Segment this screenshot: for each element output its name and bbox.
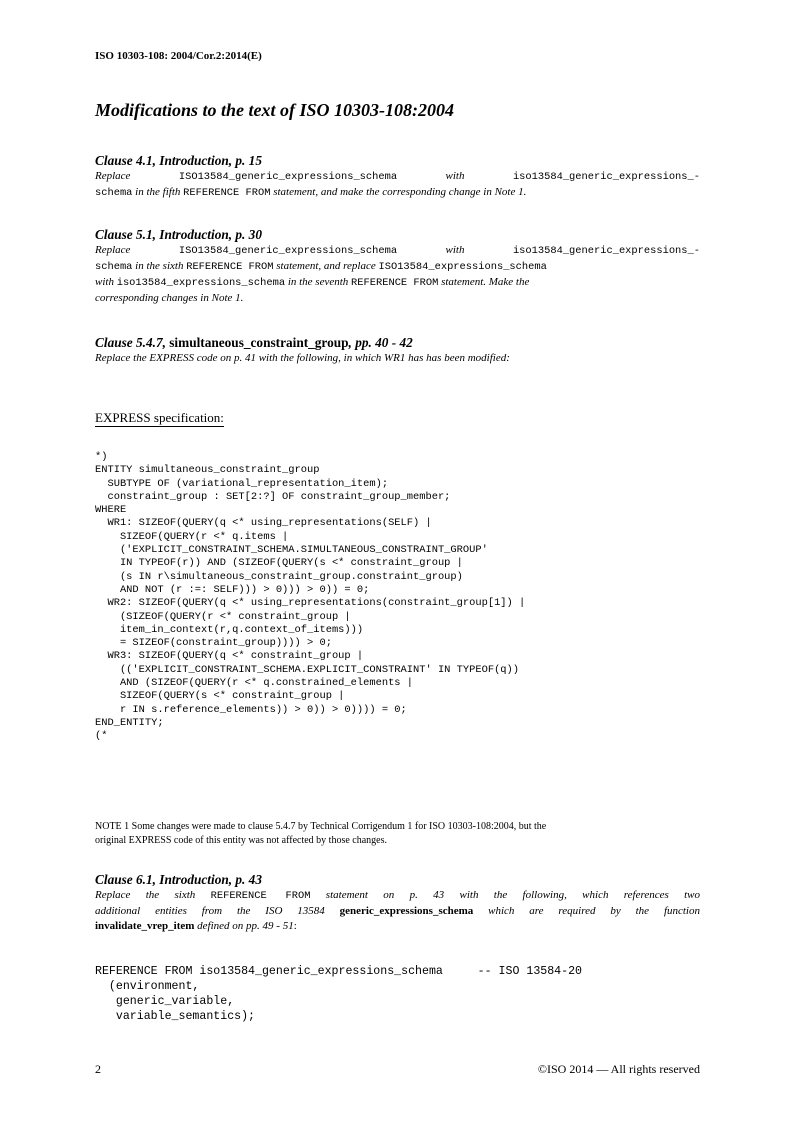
clause-6-1-line-2: additional entities from the ISO 13584 generic_expressions_schema which are required by the function [95, 905, 700, 917]
express-specification-label: EXPRESS specification: [95, 410, 224, 425]
clause-6-1-line-3: invalidate_vrep_item defined on pp. 49 - 51: [95, 920, 297, 932]
clause-5-4-7-heading: Clause 5.4.7, simultaneous_constraint_group, pp. 40 - 42 [95, 335, 413, 350]
note-1 [95, 820, 700, 848]
clause-6-1-section [95, 872, 700, 934]
clause-6-1-heading: Clause 6.1, Introduction, p. 43 [95, 872, 262, 887]
clause-4-1-line-1: Replace ISO13584_generic_expressions_schema with iso13584_generic_expressions_- [95, 170, 700, 183]
clause-4-1-section [95, 153, 700, 201]
clause-6-1-line-1: Replace the sixth REFERENCE FROM statement on p. 43 with the following, which references two [95, 889, 700, 902]
clause-4-1-heading: Clause 4.1, Introduction, p. 15 [95, 153, 262, 168]
clause-5-1-line-3: with iso13584_expressions_schema in the seventh REFERENCE FROM statement. Make the [95, 276, 530, 289]
clause-5-1-line-1: Replace ISO13584_generic_expressions_schema with iso13584_generic_expressions_- [95, 244, 700, 257]
clause-5-1-line-2: schema in the sixth REFERENCE FROM statement, and replace ISO13584_expressions_schema [95, 260, 547, 273]
clause-5-1-line-4: corresponding changes in Note 1. [95, 292, 244, 304]
clause-5-4-7-section [95, 335, 700, 366]
reference-from-code-block: REFERENCE FROM iso13584_generic_expressions_schema -- ISO 13584-20 (environment, generic_variable, variable_semantics); [95, 965, 583, 1023]
clause-4-1-line-2: schema in the fifth REFERENCE FROM statement, and make the corresponding change in Note 1. [95, 186, 527, 199]
clause-5-1-heading: Clause 5.1, Introduction, p. 30 [95, 227, 262, 242]
clause-5-1-section [95, 227, 700, 306]
express-code-block: *) ENTITY simultaneous_constraint_group SUBTYPE OF (variational_representation_item); constraint_group : SET[2:?] OF constraint_group_member; WHERE WR1: SIZEOF(QUERY(q <* using_representations(SELF) | SIZEOF(QUERY(r <* q.items | ('EXPLICIT_CONSTRAINT_SCHEMA.SIMULTANEOUS_CONSTRAINT_GROUP' IN TYPEOF(r)) AND (SIZEOF(QUERY(s <* constraint_group | (s IN r\simultaneous_constraint_group.constraint_group) AND NOT (r :=: SELF))) > 0))) > 0)) = 0; WR2: SIZEOF(QUERY(q <* using_representations(constraint_group[1]) | (SIZEOF(QUERY(r <* constraint_group | item_in_context(r,q.context_of_items))) = SIZEOF(constraint_group)))) > 0; WR3: SIZEOF(QUERY(q <* constraint_group | (('EXPLICIT_CONSTRAINT_SCHEMA.EXPLICIT_CONSTRAINT' IN TYPEOF(q)) AND (SIZEOF(QUERY(r <* q.constrained_elements | SIZEOF(QUERY(s <* constraint_group | r IN s.reference_elements)) > 0)) > 0)))) = 0; END_ENTITY; (* [95, 451, 526, 743]
page-number: 2 [95, 1062, 101, 1076]
copyright-notice: ©ISO 2014 — All rights reserved [537, 1062, 700, 1076]
clause-5-1-body [95, 243, 700, 306]
document-id-header: ISO 10303-108: 2004/Cor.2:2014(E) [95, 50, 262, 62]
clause-5-4-7-line-1: Replace the EXPRESS code on p. 41 with the following, in which WR1 has has been modified: [95, 352, 510, 364]
modifications-title: Modifications to the text of ISO 10303-108:2004 [95, 100, 454, 120]
note-1-line-2: original EXPRESS code of this entity was not affected by those changes. [95, 835, 387, 846]
clause-6-1-body [95, 888, 700, 934]
clause-4-1-body [95, 169, 700, 201]
clause-5-4-7-body [95, 351, 700, 366]
note-1-line-1: NOTE 1 Some changes were made to clause 5.4.7 by Technical Corrigendum 1 for ISO 10303-108:2004, but the [95, 821, 547, 832]
